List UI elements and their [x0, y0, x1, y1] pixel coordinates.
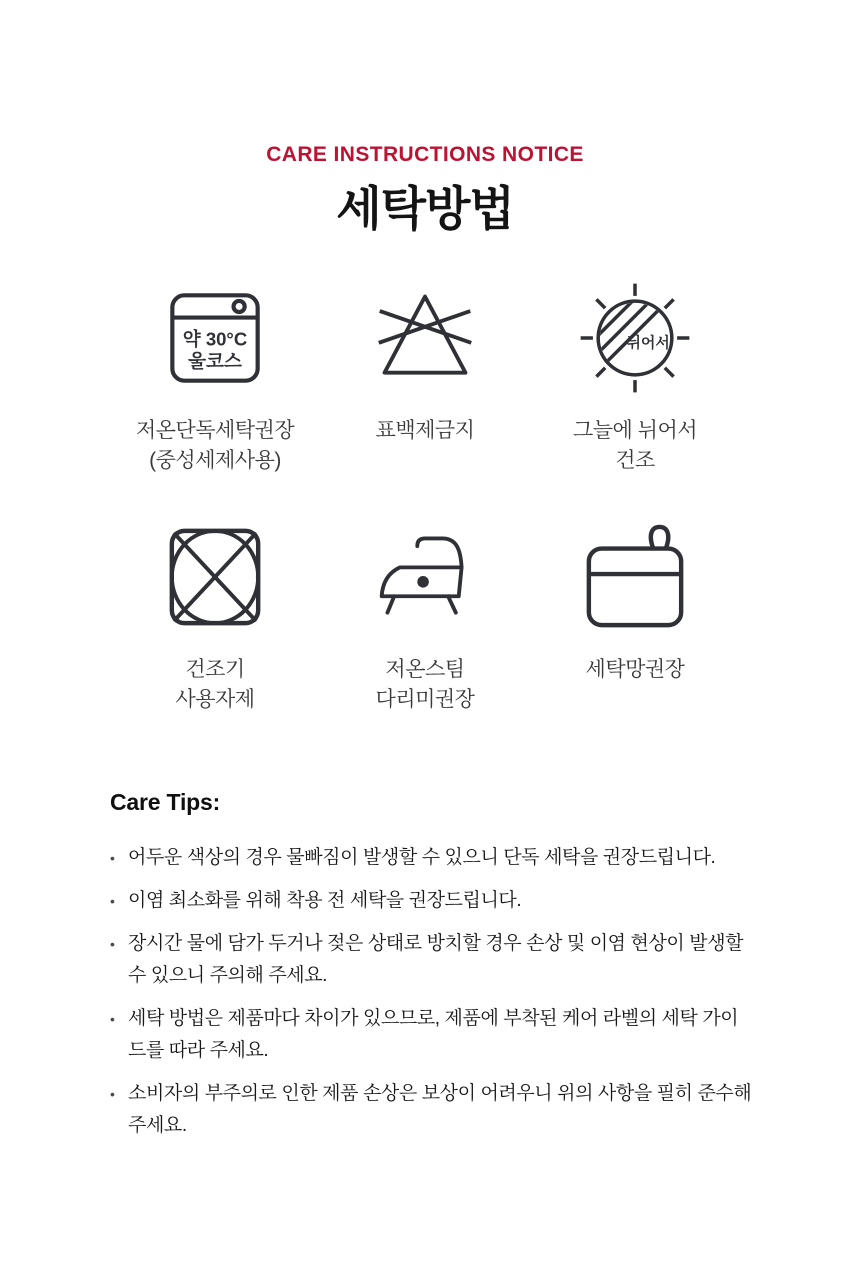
low-steam-iron-icon	[372, 520, 478, 634]
care-symbol-no-dryer	[110, 520, 320, 715]
tip-text: 장시간 물에 담가 두거나 젖은 상태로 방치할 경우 손상 및 이염 현상이 발생할 수 있으니 주의해 주세요.	[128, 932, 744, 986]
care-symbol-dry-shade	[530, 281, 740, 476]
care-symbol-label: 표백제금지	[375, 418, 475, 442]
list-item	[110, 1003, 754, 1067]
list-item	[110, 1078, 754, 1142]
care-symbol-label: 저온단독세탁권장 (중성세제사용)	[135, 418, 295, 472]
no-bleach-icon	[372, 281, 478, 395]
care-tips-section	[110, 789, 754, 1142]
tip-text: 세탁 방법은 제품마다 차이가 있으므로, 제품에 부착된 케어 라벨의 세탁 가이드를 따라 주세요.	[128, 1007, 739, 1061]
care-symbol-no-bleach	[320, 281, 530, 476]
machine-wash-30c-wool-icon	[164, 281, 266, 395]
wash-icon-temp-text: 약 30°C	[182, 328, 248, 350]
list-item	[110, 842, 754, 874]
care-tips-heading: Care Tips:	[110, 788, 221, 815]
care-tips-list	[110, 842, 754, 1142]
wash-icon-course-text: 울코스	[188, 350, 242, 372]
bullet-icon: •	[110, 935, 115, 952]
list-item	[110, 885, 754, 917]
eyebrow-heading: CARE INSTRUCTIONS NOTICE	[266, 143, 584, 166]
dry-shade-icon-text: 뉘어서	[626, 335, 670, 352]
care-symbol-label: 저온스팀 다리미권장	[375, 657, 475, 711]
bullet-icon: •	[110, 849, 115, 866]
care-symbol-label: 그늘에 뉘어서 건조	[572, 418, 698, 472]
tip-text: 어두운 색상의 경우 물빠짐이 발생할 수 있으니 단독 세탁을 권장드립니다.	[128, 846, 716, 868]
care-symbol-iron	[320, 520, 530, 715]
care-symbol-wash	[110, 281, 320, 476]
bullet-icon: •	[110, 892, 115, 909]
no-tumble-dry-icon	[163, 520, 267, 634]
care-symbol-laundry-net	[530, 520, 740, 715]
page-title: 세탁방법	[336, 182, 514, 235]
tip-text: 소비자의 부주의로 인한 제품 손상은 보상이 어려우니 위의 사항을 필히 준수해 주세요.	[128, 1082, 752, 1136]
bullet-icon: •	[110, 1010, 115, 1027]
page-header	[0, 0, 850, 235]
laundry-net-icon	[581, 520, 689, 634]
dry-flat-in-shade-icon	[578, 281, 692, 395]
list-item	[110, 928, 754, 992]
bullet-icon: •	[110, 1085, 115, 1102]
care-symbol-label: 세탁망권장	[585, 657, 685, 681]
care-symbol-label: 건조기 사용자제	[175, 657, 255, 711]
tip-text: 이염 최소화를 위해 착용 전 세탁을 권장드립니다.	[128, 889, 522, 911]
care-symbol-grid	[110, 281, 740, 715]
